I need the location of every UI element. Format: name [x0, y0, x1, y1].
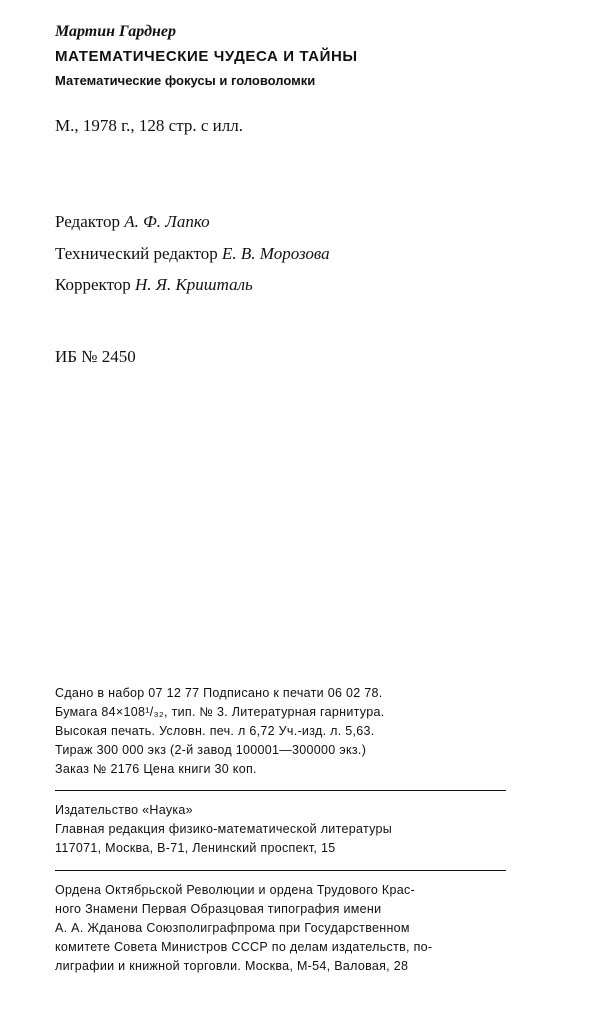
credit-editor	[55, 213, 210, 230]
credit-role: Редактор	[55, 212, 120, 231]
typography-line: А. А. Жданова Союзполиграфпрома при Государственном	[55, 921, 410, 935]
typography-line: ного Знамени Первая Образцовая типография имени	[55, 902, 382, 916]
publisher-line: Издательство «Наука»	[55, 803, 193, 817]
print-detail-line: Бумага 84×108¹/₃₂, тип. № 3. Литературная гарнитура.	[55, 705, 385, 719]
imprint-line: М., 1978 г., 128 стр. с илл.	[55, 116, 243, 135]
publisher-line: Главная редакция физико-математической литературы	[55, 822, 393, 836]
credit-role: Технический редактор	[55, 244, 218, 263]
print-detail-line: Тираж 300 000 экз (2-й завод 100001—300000 экз.)	[55, 743, 367, 757]
credit-person: А. Ф. Лапко	[124, 212, 210, 231]
book-title: МАТЕМАТИЧЕСКИЕ ЧУДЕСА И ТАЙНЫ	[55, 48, 358, 65]
print-detail-line: Высокая печать. Условн. печ. л 6,72 Уч.-изд. л. 5,63.	[55, 724, 375, 738]
publisher-line: 117071, Москва, В-71, Ленинский проспект, 15	[55, 841, 336, 855]
credit-person: Е. В. Морозова	[222, 244, 330, 263]
typography-line: лиграфии и книжной торговли. Москва, М-54, Валовая, 28	[55, 959, 409, 973]
ib-number: ИБ № 2450	[55, 347, 136, 366]
typography-line: Ордена Октябрьской Революции и ордена Трудового Крас-	[55, 883, 415, 897]
credit-proofreader	[55, 276, 253, 293]
book-subtitle: Математические фокусы и головоломки	[55, 73, 316, 88]
divider	[55, 790, 506, 791]
credit-technical-editor	[55, 245, 330, 262]
divider	[55, 870, 506, 871]
author-name: Мартин Гарднер	[55, 23, 176, 40]
print-detail-line: Сдано в набор 07 12 77 Подписано к печати 06 02 78.	[55, 686, 383, 700]
credit-role: Корректор	[55, 275, 131, 294]
credit-person: Н. Я. Кришталь	[135, 275, 253, 294]
typography-line: комитете Совета Министров СССР по делам издательств, по-	[55, 940, 433, 954]
print-detail-line: Заказ № 2176 Цена книги 30 коп.	[55, 762, 257, 776]
